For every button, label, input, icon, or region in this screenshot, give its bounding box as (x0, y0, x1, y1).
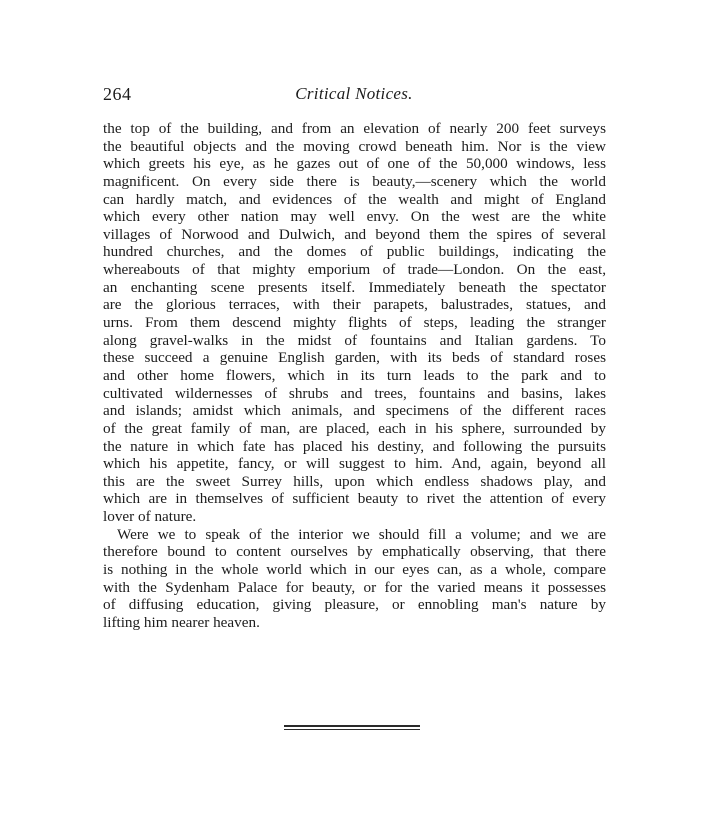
body-text (103, 120, 606, 632)
text-line: Were we to speak of the interior we should fill a volume; and we are (117, 525, 606, 543)
text-line: which every other nation may well envy. On the west are the white (103, 208, 606, 226)
text-line: lover of nature. (103, 508, 197, 526)
text-line: urns. From them descend mighty flights of steps, leading the stranger (103, 314, 606, 332)
text-line: is nothing in the whole world which in our eyes can, as a whole, compare (103, 561, 606, 579)
text-line: which are in themselves of sufficient beauty to rivet the attention of every (103, 490, 606, 508)
text-line: which his appetite, fancy, or will suggest to him. And, again, beyond all (103, 455, 606, 473)
running-head-title: Critical Notices. (295, 84, 413, 103)
text-line: which greets his eye, as he gazes out of one of the 50,000 windows, less (103, 155, 606, 173)
text-line: with the Sydenham Palace for beauty, or for the varied means it possesses (103, 578, 606, 596)
rule-line (284, 725, 420, 727)
text-line: lifting him nearer heaven. (103, 613, 260, 631)
closing-rule (284, 725, 420, 732)
text-line: magnificent. On every side there is beauty,—scenery which the world (103, 172, 606, 190)
text-line: this are the sweet Surrey hills, upon which endless shadows play, and (103, 472, 606, 490)
text-line: whereabouts of that mighty emporium of trade—London. On the east, (103, 261, 606, 279)
text-line: and other home flowers, which in its turn leads to the park and to (103, 366, 606, 384)
text-line: of the great family of man, are placed, each in his sphere, surrounded by (103, 419, 606, 437)
text-line: these succeed a genuine English garden, with its beds of standard roses (103, 349, 606, 367)
rule-line (284, 729, 420, 730)
text-line: are the glorious terraces, with their parapets, balustrades, statues, and (103, 296, 606, 314)
text-line: the beautiful objects and the moving crowd beneath him. Nor is the view (103, 137, 606, 155)
text-line: therefore bound to content ourselves by emphatically observing, that there (103, 543, 606, 561)
page-number: 264 (103, 84, 132, 104)
text-line: an enchanting scene presents itself. Immediately beneath the spectator (103, 278, 606, 296)
text-line: can hardly match, and evidences of the wealth and might of England (103, 190, 606, 208)
text-line: the top of the building, and from an elevation of nearly 200 feet surveys (103, 120, 606, 137)
text-line: along gravel-walks in the midst of fountains and Italian gardens. To (103, 331, 606, 349)
text-line: hundred churches, and the domes of public buildings, indicating the (103, 243, 606, 261)
text-line: cultivated wildernesses of shrubs and trees, fountains and basins, lakes (103, 384, 606, 402)
text-line: of diffusing education, giving pleasure, or ennobling man's nature by (103, 596, 606, 614)
text-line: the nature in which fate has placed his destiny, and following the pursuits (103, 437, 606, 455)
text-line: and islands; amidst which animals, and specimens of the different races (103, 402, 606, 420)
text-line: villages of Norwood and Dulwich, and beyond them the spires of several (103, 225, 606, 243)
